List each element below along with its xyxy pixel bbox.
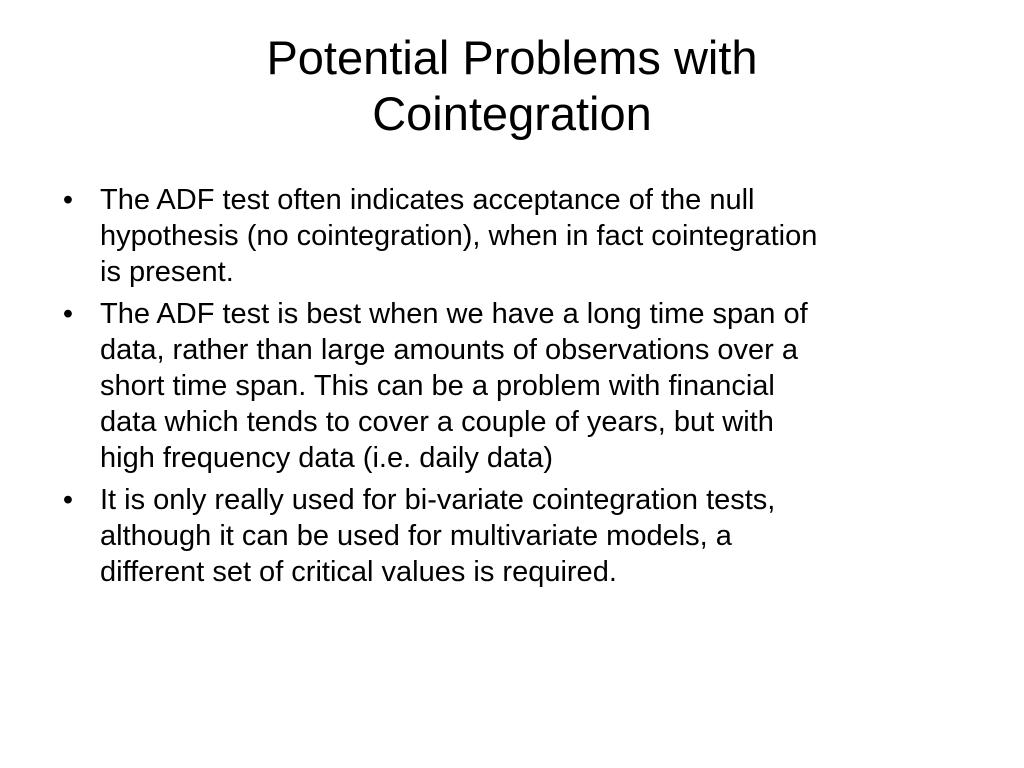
bullet-line: short time span. This can be a problem with financial xyxy=(100,370,775,402)
slide-title-line: Potential Problems with xyxy=(266,31,758,84)
bullet-line: data, rather than large amounts of observations over a xyxy=(100,334,799,366)
bullet-line: high frequency data (i.e. daily data) xyxy=(100,442,553,474)
bullet-line: although it can be used for multivariate models, a xyxy=(100,520,732,552)
bullet-item xyxy=(58,182,958,290)
bullet-marker: • xyxy=(62,484,74,516)
bullet-list xyxy=(58,182,958,596)
bullet-marker: • xyxy=(62,184,74,216)
bullet-line: is present. xyxy=(100,256,234,288)
bullet-item xyxy=(58,482,958,590)
bullet-line: hypothesis (no cointegration), when in fact cointegration xyxy=(100,220,818,252)
bullet-line: data which tends to cover a couple of years, but with xyxy=(100,406,774,438)
bullet-item xyxy=(58,296,958,476)
slide-title-line: Cointegration xyxy=(372,87,652,140)
slide-title xyxy=(60,30,964,142)
bullet-line: The ADF test is best when we have a long time span of xyxy=(100,298,808,330)
bullet-line: different set of critical values is required. xyxy=(100,556,617,588)
bullet-line: It is only really used for bi-variate cointegration tests, xyxy=(100,484,776,516)
bullet-marker: • xyxy=(62,298,74,330)
bullet-line: The ADF test often indicates acceptance of the null xyxy=(100,184,755,216)
